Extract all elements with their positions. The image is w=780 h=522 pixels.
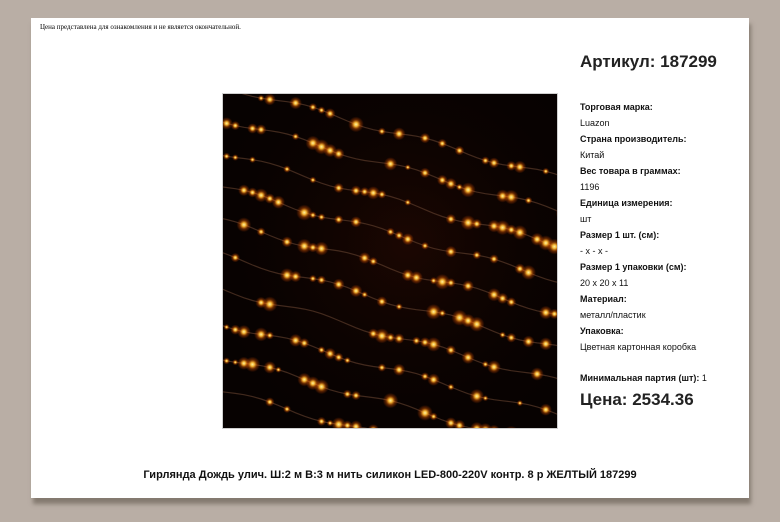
- led-light: [531, 367, 544, 380]
- price: [580, 390, 694, 410]
- product-title: Гирлянда Дождь улич. Ш:2 м В:3 м нить силикон LED-800-220V контр. 8 р ЖЕЛТЫЙ 187299: [143, 469, 637, 481]
- spec-value: - x - x -: [580, 246, 608, 256]
- led-light: [439, 309, 447, 317]
- led-light: [369, 257, 378, 266]
- article-value: 187299: [660, 52, 717, 71]
- led-light: [378, 190, 387, 199]
- led-garland-photo: [223, 94, 557, 428]
- price-disclaimer: Цена представлена для ознакомления и не является окончательной.: [40, 23, 241, 31]
- led-light: [472, 219, 482, 229]
- spec-value: Цветная картонная коробка: [580, 342, 697, 352]
- led-light: [469, 317, 484, 332]
- led-light: [310, 177, 317, 184]
- spec-item: [580, 163, 745, 195]
- led-light: [412, 337, 421, 346]
- led-light: [386, 333, 396, 343]
- spec-label: Размер 1 упаковки (см):: [580, 262, 687, 272]
- led-light: [350, 285, 363, 298]
- led-light: [420, 168, 430, 178]
- led-light: [445, 246, 457, 258]
- led-light: [514, 161, 527, 174]
- led-light: [333, 148, 345, 160]
- led-light: [343, 390, 352, 399]
- led-light: [359, 252, 371, 264]
- led-light: [249, 156, 256, 163]
- led-light: [232, 359, 238, 365]
- led-light: [265, 397, 274, 406]
- led-light: [482, 395, 488, 401]
- spec-value: шт: [580, 214, 592, 224]
- led-light: [350, 216, 361, 227]
- led-light: [438, 139, 447, 148]
- led-light: [282, 236, 293, 247]
- led-light: [262, 297, 277, 312]
- led-light: [506, 297, 516, 307]
- spec-value: Китай: [580, 150, 605, 160]
- spec-item: [580, 323, 745, 355]
- led-light: [540, 404, 552, 416]
- led-light: [513, 225, 528, 240]
- led-light: [386, 228, 394, 236]
- spec-value: 1196: [580, 182, 600, 192]
- spec-item: [580, 99, 745, 131]
- led-light: [317, 417, 326, 426]
- led-light: [446, 278, 455, 287]
- spec-item: [580, 131, 745, 163]
- led-light: [481, 156, 489, 164]
- led-light: [264, 361, 277, 374]
- spec-item: [580, 259, 745, 291]
- led-light: [378, 363, 386, 371]
- led-light: [334, 353, 343, 362]
- led-light: [517, 400, 523, 406]
- led-light: [318, 346, 326, 354]
- led-light: [427, 374, 439, 386]
- led-light: [318, 106, 326, 114]
- led-light: [445, 178, 457, 190]
- spec-label: Материал:: [580, 294, 627, 304]
- led-light: [351, 391, 360, 400]
- min-batch: [580, 373, 707, 383]
- led-light: [223, 357, 230, 364]
- led-light: [523, 336, 535, 348]
- spec-item: [580, 227, 745, 259]
- led-light: [393, 364, 405, 376]
- led-light: [317, 276, 326, 285]
- led-light: [289, 97, 302, 110]
- spec-label: Упаковка:: [580, 326, 624, 336]
- led-light: [404, 199, 411, 206]
- led-light: [383, 393, 398, 408]
- led-light: [258, 95, 265, 102]
- led-light: [314, 379, 329, 394]
- led-light: [257, 227, 266, 236]
- spec-value: 20 x 20 x 11: [580, 278, 629, 288]
- led-light: [264, 94, 276, 105]
- led-light: [318, 213, 326, 221]
- led-light: [315, 242, 329, 256]
- led-light: [334, 215, 343, 224]
- spec-item: [580, 291, 745, 323]
- led-light: [410, 271, 423, 284]
- led-light: [506, 333, 516, 343]
- led-light: [245, 357, 260, 372]
- led-light: [504, 190, 519, 205]
- led-light: [521, 265, 536, 280]
- led-light: [309, 275, 317, 283]
- led-light: [325, 108, 336, 119]
- led-light: [231, 121, 240, 130]
- led-light: [224, 324, 230, 330]
- spec-label: Торговая марка:: [580, 102, 653, 112]
- led-light: [334, 183, 344, 193]
- article-label: Артикул:: [580, 52, 656, 71]
- led-light: [421, 242, 429, 250]
- led-light: [223, 153, 230, 160]
- led-light: [272, 196, 285, 209]
- led-light: [309, 211, 317, 219]
- led-light: [542, 168, 549, 175]
- led-light: [461, 182, 476, 197]
- led-light: [361, 291, 368, 298]
- led-light: [237, 325, 251, 339]
- price-value: 2534.36: [632, 390, 694, 409]
- led-light: [420, 133, 430, 143]
- led-light: [446, 345, 456, 355]
- price-label: Цена:: [580, 390, 628, 409]
- led-light: [384, 157, 397, 170]
- led-light: [256, 124, 267, 135]
- article-number: [580, 52, 717, 72]
- led-light: [232, 154, 239, 161]
- led-light: [462, 280, 474, 292]
- led-light: [393, 127, 406, 140]
- led-light: [405, 164, 411, 170]
- spec-list: [580, 99, 745, 355]
- led-light: [539, 337, 552, 350]
- led-light: [473, 251, 482, 260]
- spec-item: [580, 195, 745, 227]
- led-light: [351, 185, 362, 196]
- led-light: [299, 338, 309, 348]
- led-light: [487, 360, 501, 374]
- led-light: [489, 254, 498, 263]
- spec-label: Единица измерения:: [580, 198, 673, 208]
- led-light: [426, 337, 441, 352]
- led-light: [266, 331, 274, 339]
- spec-label: Размер 1 шт. (см):: [580, 230, 660, 240]
- led-light: [237, 217, 252, 232]
- led-light: [283, 165, 290, 172]
- spec-value: металл/пластик: [580, 310, 646, 320]
- led-light: [396, 303, 403, 310]
- led-light: [344, 357, 351, 364]
- led-light: [447, 384, 454, 391]
- spec-label: Вес товара в граммах:: [580, 166, 681, 176]
- led-light: [446, 214, 456, 224]
- led-light: [290, 271, 301, 282]
- spec-value: Luazon: [580, 118, 610, 128]
- led-light: [455, 146, 465, 156]
- led-light: [292, 133, 299, 140]
- led-light: [394, 333, 405, 344]
- led-light: [470, 389, 485, 404]
- product-sheet: [31, 18, 749, 498]
- spec-label: Страна производитель:: [580, 134, 687, 144]
- led-light: [296, 205, 312, 221]
- led-light: [378, 128, 386, 136]
- product-photo: [222, 93, 558, 429]
- min-batch-label: Минимальная партия (шт):: [580, 373, 700, 383]
- led-light: [489, 158, 500, 169]
- led-light: [333, 279, 345, 291]
- led-light: [430, 413, 438, 421]
- led-light: [309, 103, 317, 111]
- led-light: [275, 367, 281, 373]
- led-light: [231, 253, 240, 262]
- led-light: [283, 405, 291, 413]
- led-light: [499, 332, 506, 339]
- led-light: [348, 117, 364, 133]
- led-light: [462, 351, 475, 364]
- led-light: [525, 197, 533, 205]
- led-light: [402, 233, 414, 245]
- led-light: [377, 296, 388, 307]
- min-batch-value: 1: [701, 373, 707, 383]
